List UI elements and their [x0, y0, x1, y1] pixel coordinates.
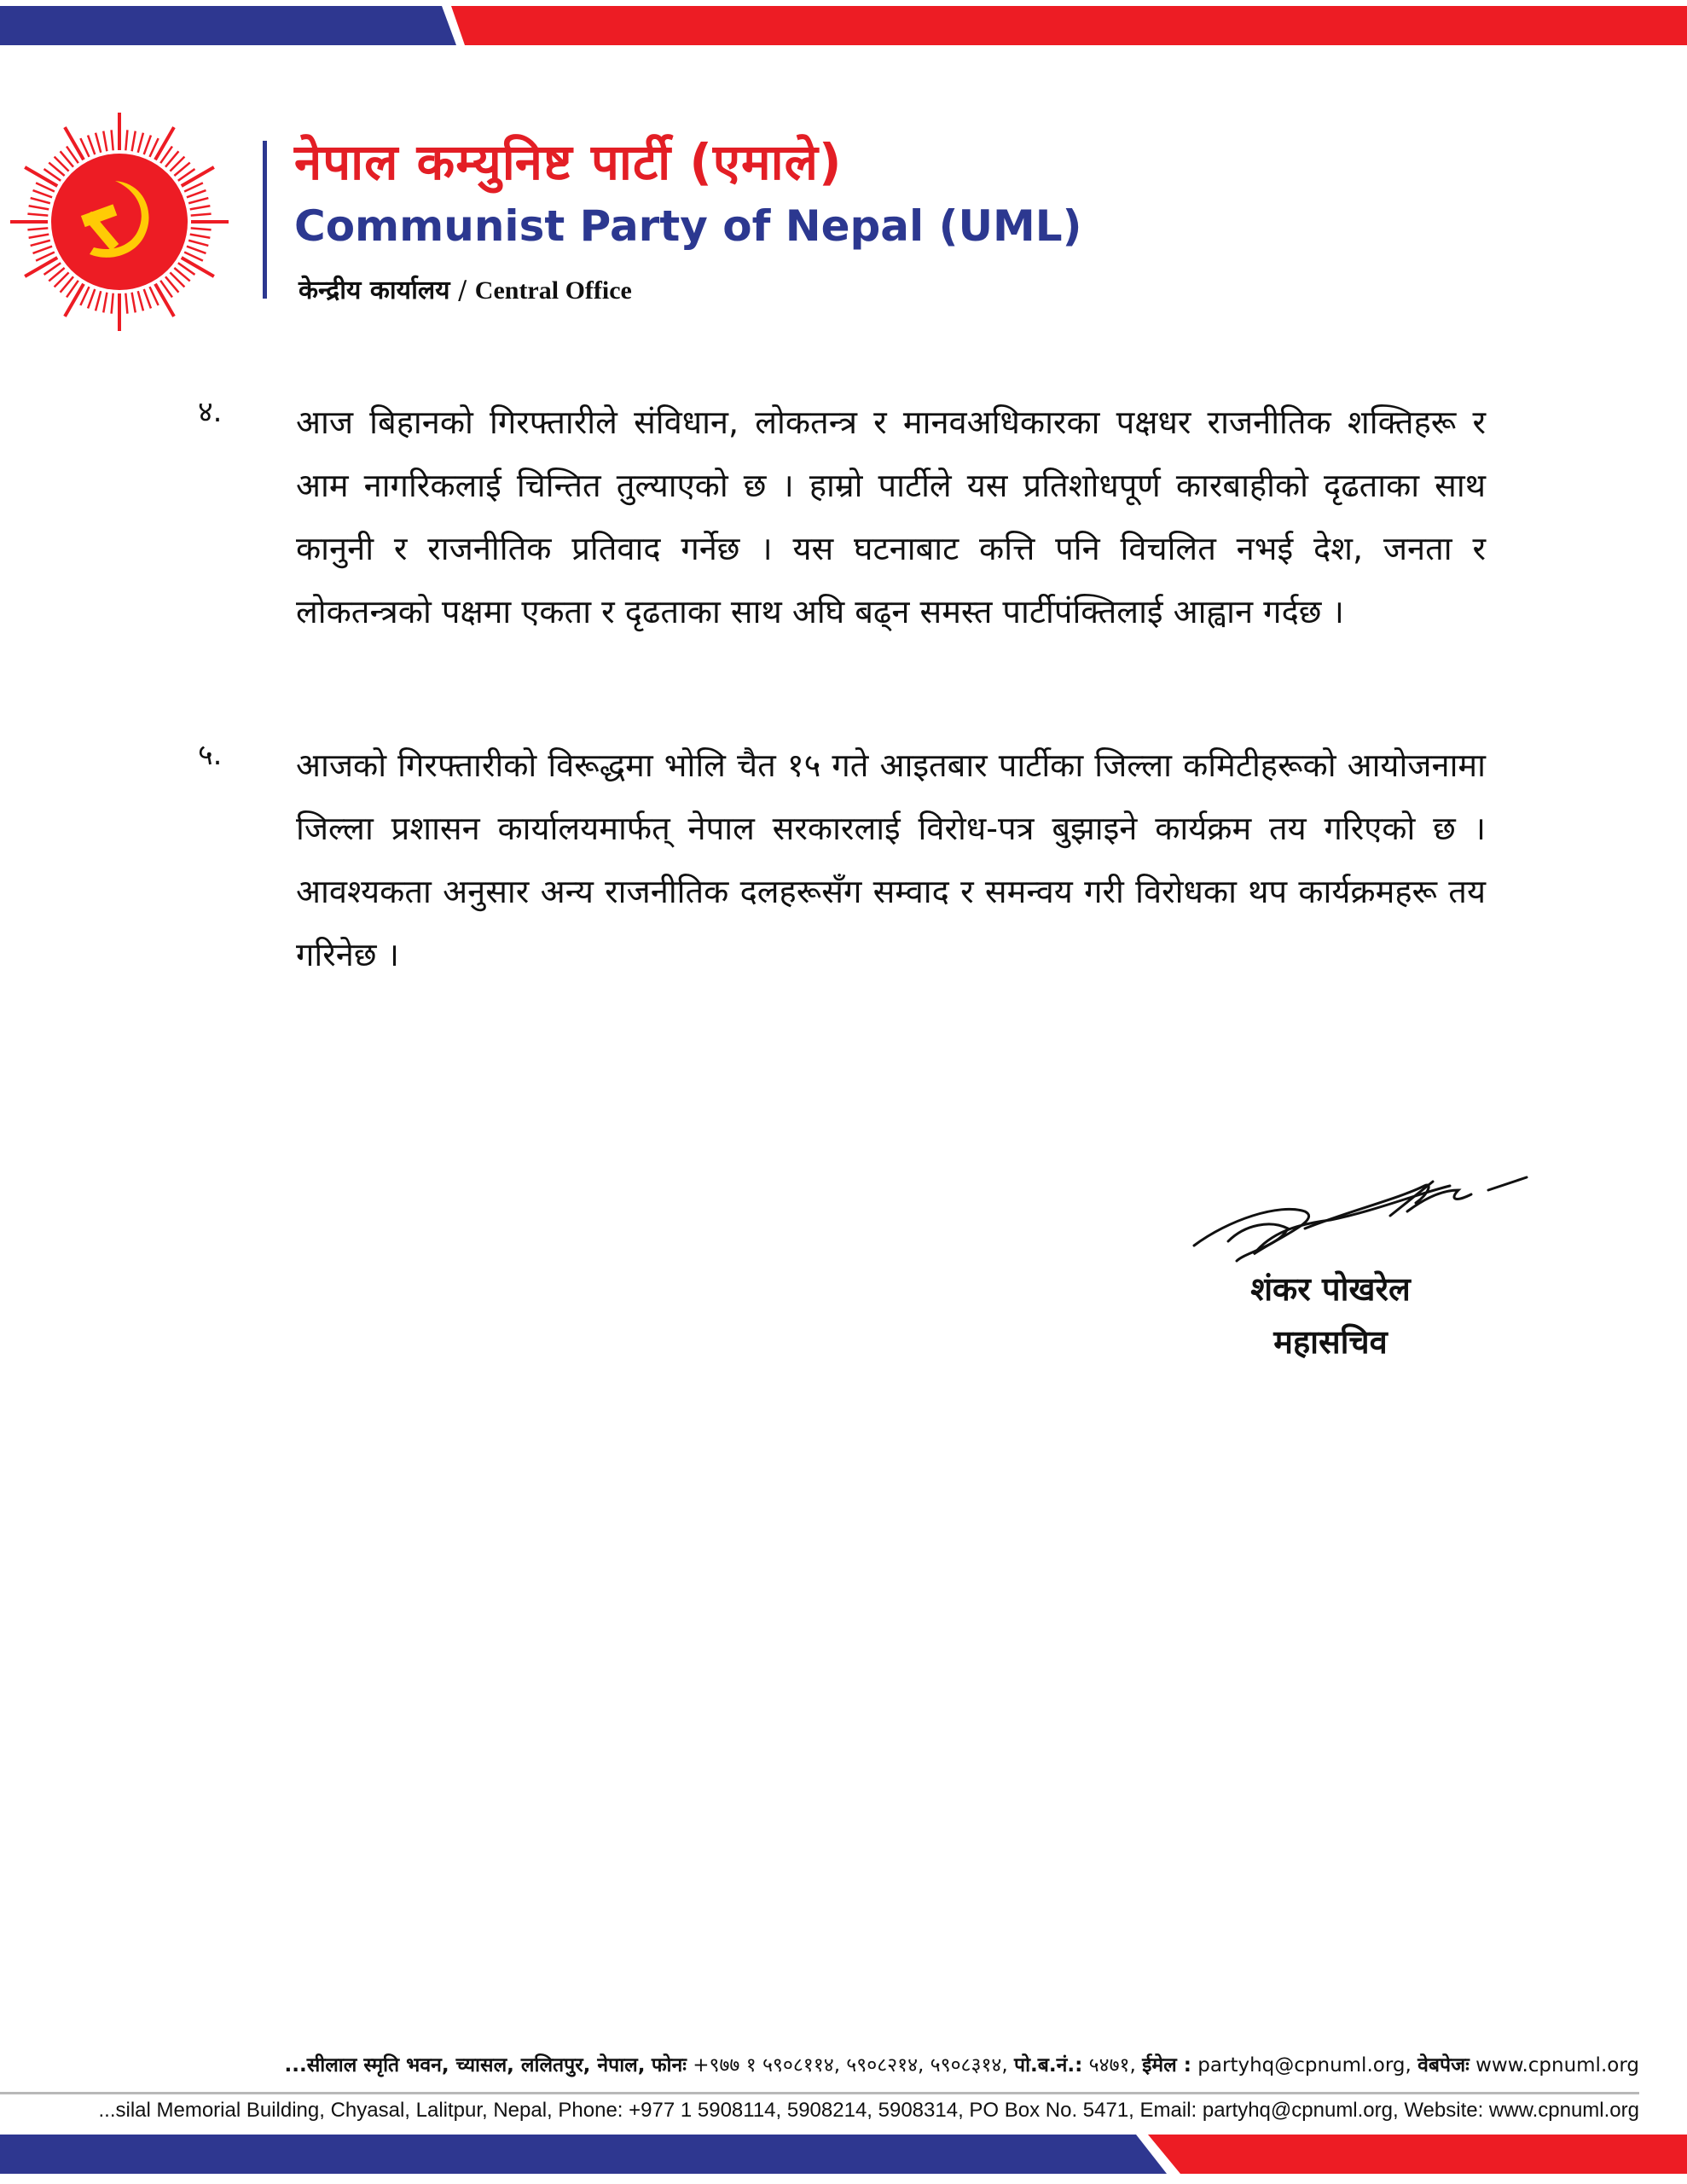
- footer-phone-label: फोनः: [651, 2054, 687, 2077]
- sun-ray: [29, 235, 49, 238]
- sun-ray: [188, 198, 208, 203]
- signatory: [1220, 1263, 1441, 1368]
- sun-ray: [112, 130, 113, 150]
- sun-ray: [132, 131, 136, 152]
- footer-email[interactable]: partyhq@cpnuml.org,: [1197, 2054, 1412, 2077]
- office-label: [299, 271, 632, 306]
- sun-ray: [96, 291, 101, 311]
- sun-ray: [190, 206, 211, 209]
- sun-ray: [88, 136, 95, 155]
- sun-ray: [191, 214, 212, 216]
- party-name-english: Communist Party of Nepal (UML): [294, 201, 1082, 251]
- sun-ray: [132, 293, 136, 313]
- bottom-band-blue: [0, 2135, 1167, 2174]
- paragraph-number: ४.: [198, 395, 223, 429]
- footer-website[interactable]: www.cpnuml.org: [1475, 2054, 1639, 2077]
- sun-ray: [65, 284, 84, 317]
- bottom-band-red: [1148, 2135, 1687, 2174]
- sun-ray: [31, 241, 50, 246]
- sun-ray: [155, 127, 174, 160]
- office-nepali: केन्द्रीय कार्यालय: [299, 276, 450, 305]
- header-divider: [263, 141, 267, 299]
- sun-ray: [33, 247, 53, 253]
- footer-nepali: [285, 2050, 1640, 2077]
- footer-pobox-nepali: ५४७१,: [1088, 2054, 1136, 2077]
- sun-ray: [103, 131, 107, 152]
- sun-ray: [33, 190, 53, 197]
- sun-ray: [144, 289, 151, 309]
- sun-ray: [103, 293, 107, 313]
- sun-ray: [144, 136, 151, 155]
- signatory-title: महासचिव: [1273, 1323, 1388, 1361]
- sun-ray: [182, 258, 214, 276]
- sun-ray: [191, 228, 212, 229]
- party-logo: [0, 111, 230, 333]
- footer-email-label: ईमेल :: [1142, 2054, 1191, 2077]
- paragraph-text: आज बिहानको गिरफ्तारीले संविधान, लोकतन्त्र र मानवअधिकारका पक्षधर राजनीतिक शक्तिहरू र आम नागरिकलाई चिन्तित तुल्याएको छ । हाम्रो पार्टीले यस प्रतिशोधपूर्ण कारबाहीको दृढताका साथ कानुनी र राजनीतिक प्रतिवाद गर्नेछ । यस घटनाबाट कत्ति पनि विचलित नभई देश, जनता र लोकतन्त्रको पक्षमा एकता र दृढताका साथ अघि बढ्न समस्त पार्टीपंक्तिलाई आह्वान गर्दछ ।: [296, 404, 1486, 630]
- sun-ray: [187, 190, 206, 197]
- office-english: Central Office: [474, 276, 632, 305]
- sun-ray: [188, 241, 208, 246]
- signature-image: [1177, 1152, 1535, 1263]
- footer-english: ...silal Memorial Building, Chyasal, Lalitpur, Nepal, Phone: +977 1 5908114, 5908214, 5908314, PO Box No. 5471, Email: partyhq@cpnuml.org, Website: www.cpnuml.org: [98, 2099, 1639, 2122]
- bottom-color-band: [0, 2135, 1687, 2174]
- footer-address-nepali: ...सीलाल स्मृति भवन, च्यासल, ललितपुर, नेपाल,: [284, 2054, 646, 2077]
- party-name-nepali: नेपाल कम्युनिष्ट पार्टी (एमाले): [294, 133, 843, 191]
- sun-ray: [29, 206, 49, 209]
- sun-ray: [96, 133, 101, 153]
- top-band-red: [451, 6, 1687, 45]
- signatory-name: शंकर पोखरेल: [1250, 1270, 1411, 1308]
- footer-phone-nepali: +९७७ १ ५९०८११४, ५९०८२१४, ५९०८३१४,: [693, 2054, 1008, 2077]
- sun-ray: [187, 247, 206, 253]
- sun-ray: [112, 293, 113, 314]
- top-band-blue: [0, 6, 456, 45]
- paragraph-text: आजको गिरफ्तारीको विरूद्धमा भोलि चैत १५ गते आइतबार पार्टीका जिल्ला कमिटीहरूको आयोजनामा जिल्ला प्रशासन कार्यालयमार्फत् नेपाल सरकारलाई विरोध-पत्र बुझाइने कार्यक्रम तय गरिएको छ । आवश्यकता अनुसार अन्य राजनीतिक दलहरूसँग सम्वाद र समन्वय गरी विरोधका थप कार्यक्रमहरू तय गरिनेछ ।: [296, 746, 1486, 973]
- sun-ray: [25, 167, 57, 186]
- top-color-band: [0, 6, 1687, 45]
- sun-ray: [27, 214, 48, 216]
- office-separator: /: [458, 276, 467, 305]
- sun-ray: [190, 235, 211, 238]
- logo-red-disc: [51, 154, 188, 290]
- sun-ray: [138, 133, 143, 153]
- sun-ray: [138, 291, 143, 311]
- sun-ray: [125, 130, 127, 150]
- footer-web-label: वेबपेजः: [1417, 2054, 1470, 2077]
- sun-ray: [27, 228, 48, 229]
- sun-ray: [65, 127, 84, 160]
- sun-ray: [25, 258, 57, 276]
- footer-divider: [0, 2092, 1639, 2094]
- paragraph-number: ५.: [198, 738, 223, 772]
- sun-ray: [155, 284, 174, 317]
- sun-ray: [31, 198, 50, 203]
- sun-ray: [125, 293, 127, 314]
- footer-pobox-label: पो.ब.नं.:: [1014, 2054, 1083, 2077]
- sun-ray: [182, 167, 214, 186]
- sun-ray: [88, 289, 95, 309]
